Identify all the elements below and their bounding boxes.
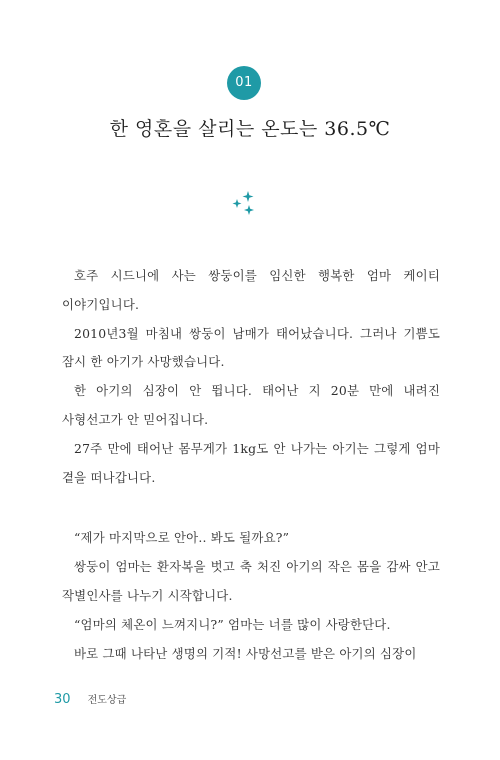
paragraph: 27주 만에 태어난 몸무게가 1kg도 안 나가는 아기는 그렇게 엄마 곁을 떠나갑니다.: [62, 440, 440, 485]
page-footer: [54, 688, 126, 707]
paragraph: 바로 그때 나타난 생명의 기적! 사망선고를 받은 아기의 심장이: [74, 645, 417, 661]
running-title: 전도상급: [87, 695, 127, 706]
sparkle-icon: [226, 188, 262, 218]
paragraph: 쌍둥이 엄마는 환자복을 벗고 축 처진 아기의 작은 몸을 감싸 안고 작별인사를 나누기 시작합니다.: [62, 559, 440, 603]
paragraph: “엄마의 체온이 느껴지니?” 엄마는 너를 많이 사랑한단다.: [74, 616, 391, 632]
page-number: 30: [54, 692, 71, 707]
chapter-number-badge: 01: [227, 66, 261, 100]
paragraph: 호주 시드니에 사는 쌍둥이를 임신한 행복한 엄마 케이티 이야기입니다.: [62, 268, 440, 312]
paragraph: 한 아기의 심장이 안 뜁니다. 태어난 지 20분 만에 내려진 사형선고가 안 믿어집니다.: [62, 383, 440, 427]
paragraph: “제가 마지막으로 안아.. 봐도 될까요?”: [74, 530, 290, 546]
section-gap: [62, 492, 440, 524]
chapter-title: 한 영혼을 살리는 온도는 36.5℃: [109, 118, 391, 140]
body-text: [62, 262, 440, 668]
paragraph: 2010년3월 마침내 쌍둥이 남매가 태어났습니다. 그러나 기쁨도 잠시 한 아기가 사망했습니다.: [62, 325, 440, 370]
